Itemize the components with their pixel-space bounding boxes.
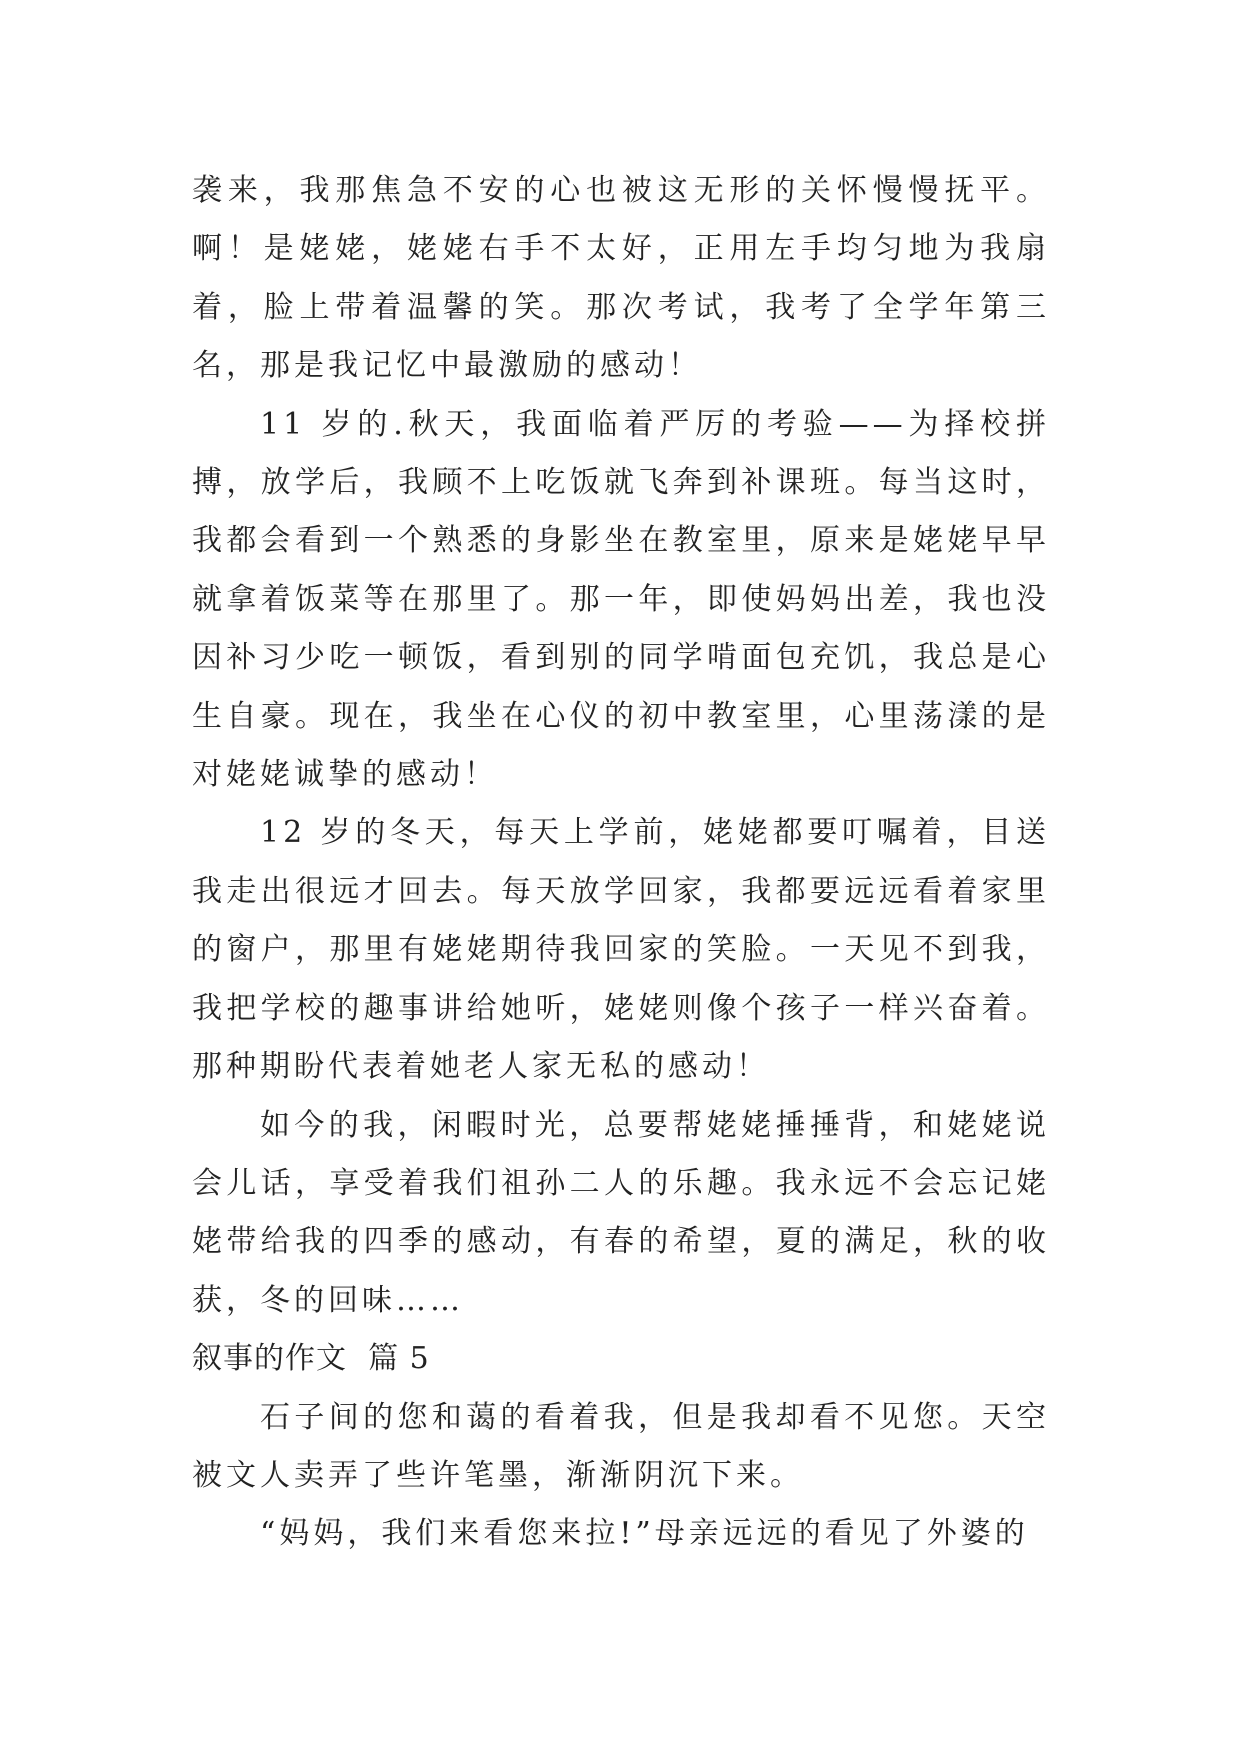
paragraph-autumn: 11 岁的.秋天，我面临着严厉的考验——为择校拼搏，放学后，我顾不上吃饭就飞奔到补课班。每当这时，我都会看到一个熟悉的身影坐在教室里，原来是姥姥早早就拿着饭菜等在那里了。那一年，即使妈妈出差，我也没因补习少吃一顿饭，看到别的同学啃面包充饥，我总是心生自豪。现在，我坐在心仪的初中教室里，心里荡漾的是对姥姥诚挚的感动！: [192, 406, 1050, 793]
paragraph-now: 如今的我，闲暇时光，总要帮姥姥捶捶背，和姥姥说会儿话，享受着我们祖孙二人的乐趣。我永远不会忘记姥姥带给我的四季的感动，有春的希望，夏的满足，秋的收获，冬的回味……: [192, 1107, 1050, 1318]
section-heading: 叙事的作文 篇 5: [192, 1341, 430, 1377]
paragraph-winter: 12 岁的冬天，每天上学前，姥姥都要叮嘱着，目送我走出很远才回去。每天放学回家，我都要远远看着家里的窗户，那里有姥姥期待我回家的笑脸。一天见不到我，我把学校的趣事讲给她听，姥姥则像个孩子一样兴奋着。那种期盼代表着她老人家无私的感动！: [192, 815, 1050, 1085]
paragraph-continuation: 袭来，我那焦急不安的心也被这无形的关怀慢慢抚平。啊！是姥姥，姥姥右手不太好，正用左手均匀地为我扇着，脸上带着温馨的笑。那次考试，我考了全学年第三名，那是我记忆中最激励的感动！: [192, 173, 1050, 384]
document-page: [192, 162, 1050, 1564]
paragraph-stones: 石子间的您和蔼的看着我，但是我却看不见您。天空被文人卖弄了些许笔墨，渐渐阴沉下来。: [192, 1399, 1050, 1493]
paragraph-mother: “妈妈，我们来看您来拉!”母亲远远的看见了外婆的: [260, 1516, 1029, 1552]
